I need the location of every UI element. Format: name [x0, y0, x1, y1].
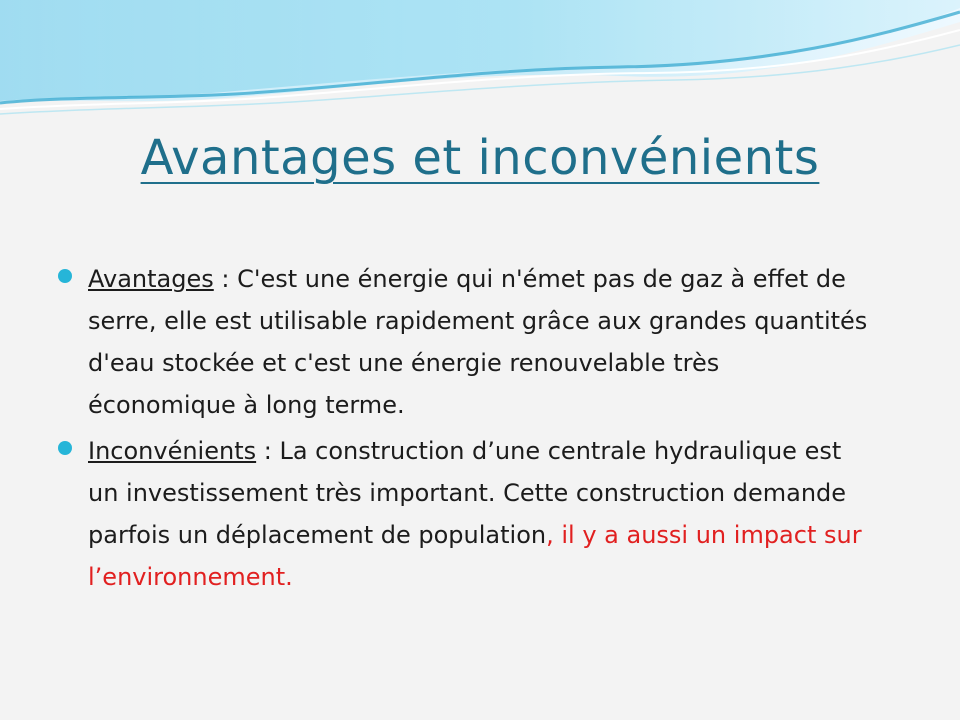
slide-title: Avantages et inconvénients [140, 130, 820, 186]
disadvantages-separator: : [256, 437, 280, 465]
advantages-separator: : [213, 265, 238, 293]
bullet-advantages [58, 258, 868, 426]
bullet-list [58, 258, 868, 602]
bullet-disadvantages [58, 430, 868, 598]
bullet-dot-icon [58, 441, 72, 455]
environment-impact-text: , il y a aussi un impact sur l’environnement. [88, 521, 862, 591]
disadvantages-label: Inconvénients [88, 437, 257, 465]
advantages-text: C'est une énergie qui n'émet pas de gaz à effet de serre, elle est utilisable rapidement grâce aux grandes quantités d'eau stockée et c'est une énergie renouvelable très économique à long terme. [88, 265, 868, 419]
advantages-label: Avantages [88, 265, 214, 293]
bullet-dot-icon [58, 269, 72, 283]
disadvantages-text: La construction d’une centrale hydraulique est un investissement très important. Cette construction demande parfois un déplacement de population [88, 437, 847, 549]
